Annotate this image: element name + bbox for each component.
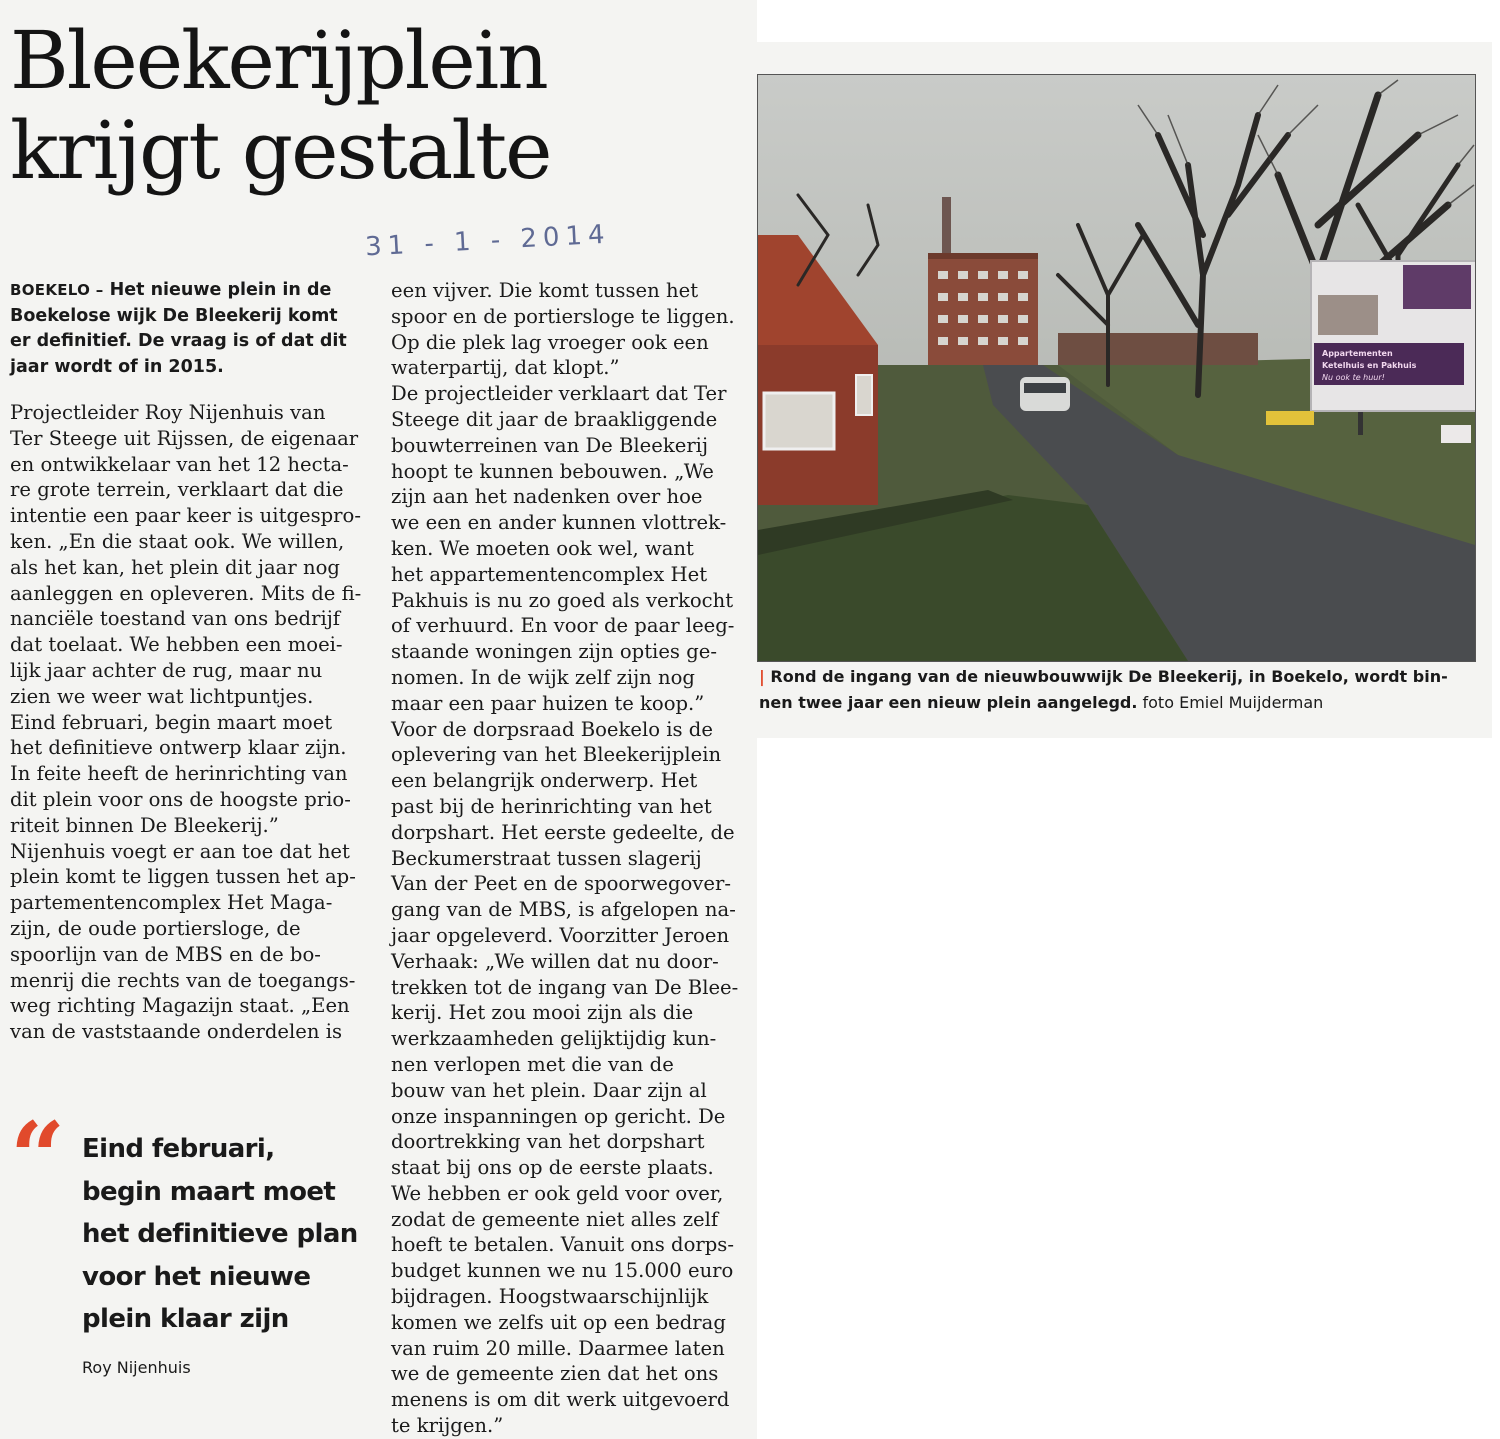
quote-mark-icon: “: [10, 1101, 66, 1214]
article-photo: [757, 74, 1476, 662]
caption-marker: |: [759, 667, 765, 686]
photo-credit: foto Emiel Muijderman: [1137, 693, 1324, 712]
distant-houses: [1058, 333, 1258, 365]
article-column-left: [10, 278, 380, 1045]
house-window: [764, 393, 834, 449]
van-window: [1024, 383, 1066, 393]
billboard-photo: [1318, 295, 1378, 335]
small-sign: [1441, 425, 1471, 443]
house-window-small: [856, 375, 872, 415]
article-column-right: [391, 278, 753, 1439]
body-text-left: Projectleider Roy Nijenhuis van Ter Steege uit Rijssen, de eigenaar en ontwikkelaar van het 12 hecta- re grote terrein, verklaart dat die intentie een paar keer is uitgespro- ken. „En die staat ook. We willen, als het kan, het plein dit jaar nog aanleggen en opleveren. Mits de fi- nanciële toestand van ons bedrijf dat toelaat. We hebben een moei- lijk jaar achter de rug, maar nu zien we weer wat lichtpuntjes. Eind februari, begin maart moet het definitieve ontwerp klaar zijn. In feite heeft de herinrichting van dit plein voor ons de hoogste prio- riteit binnen De Bleekerij.” Nijenhuis voegt er aan toe dat het plein komt te liggen tussen het ap- partementencomplex Het Maga- zijn, de oude portiersloge, de spoorlijn van de MBS en de bo- menrij die rechts van de toegangs- weg richting Magazijn staat. „Een van de vaststaande onderdelen is: [10, 401, 362, 1044]
body-text-right: een vijver. Die komt tussen het spoor en de portiersloge te liggen. Op die plek lag vroeger ook een waterpartij, dat klopt.” De projectleider verklaart dat Ter Steege dit jaar de braakliggende bouwterreinen van De Bleekerij hoopt te kunnen bebouwen. „We zijn aan het nadenken over hoe we een en ander kunnen vlottrek- ken. We moeten ook wel, want het appartementencomplex Het Pakhuis is nu zo goed als verkocht of verhuurd. En voor de paar leeg- staande woningen zijn opties ge- nomen. In de wijk zelf zijn nog maar een paar huizen te koop.” Voor de dorpsraad Boekelo is de oplevering van het Bleekerijplein een belangrijk onderwerp. Het past bij de herinrichting van het dorpshart. Het eerste gedeelte, de Beckumerstraat tussen slagerij Van der Peet en de spoorwegover- gang van de MBS, is afgelopen na- jaar opgeleverd. Voorzitter Jeroen Verhaak: „We willen dat nu door- trekken tot de ingang van De Blee- kerij. Het zou mooi zijn als die werkzaamheden gelijktijdig kun- nen verlopen met die van de bouw van het plein. Daar zijn al onze inspanningen op gericht. De doortrekking van het dorpshart staat bij ons op de eerste plaats. We hebben er ook geld voor over, zodat de gemeente niet alles zelf hoeft te betalen. Vanuit ons dorps- budget kunnen we nu 15.000 euro bijdragen. Hoogstwaarschijnlijk komen we zelfs uit op een bedrag van ruim 20 mille. Daarmee laten we de gemeente zien dat het ons menens is om dit werk uitgevoerd te krijgen.”: [391, 279, 739, 1438]
handwritten-date: 31 - 1 - 2014: [364, 219, 612, 263]
pull-quote-text: Eind februari, begin maart moet het definitieve plan voor het nieuwe plein klaar zijn: [82, 1134, 358, 1334]
dateline: BOEKELO –: [10, 281, 104, 299]
billboard-line3: Nu ook te huur!: [1322, 373, 1385, 382]
billboard-logo: [1403, 265, 1471, 309]
van: [1020, 377, 1070, 411]
billboard-line2: Ketelhuis en Pakhuis: [1322, 361, 1417, 370]
article-headline: Bleekerijplein krijgt gestalte: [10, 14, 551, 197]
yellow-sign: [1266, 411, 1314, 425]
pull-quote-author: Roy Nijenhuis: [82, 1358, 191, 1377]
photo-caption: [759, 664, 1484, 716]
lead-text: Het nieuwe plein in de Boekelose wijk De Bleekerij komt er definitief. De vraag is of dat dit jaar wordt of in 2015.: [10, 280, 347, 377]
caption-text: Rond de ingang van de nieuwbouwwijk De Bleekerij, in Boekelo, wordt bin- nen twee jaar een nieuw plein aangelegd.: [759, 667, 1448, 712]
billboard-line1: Appartementen: [1322, 349, 1393, 358]
article-lead: [10, 278, 380, 380]
apartment-roof: [928, 253, 1038, 259]
